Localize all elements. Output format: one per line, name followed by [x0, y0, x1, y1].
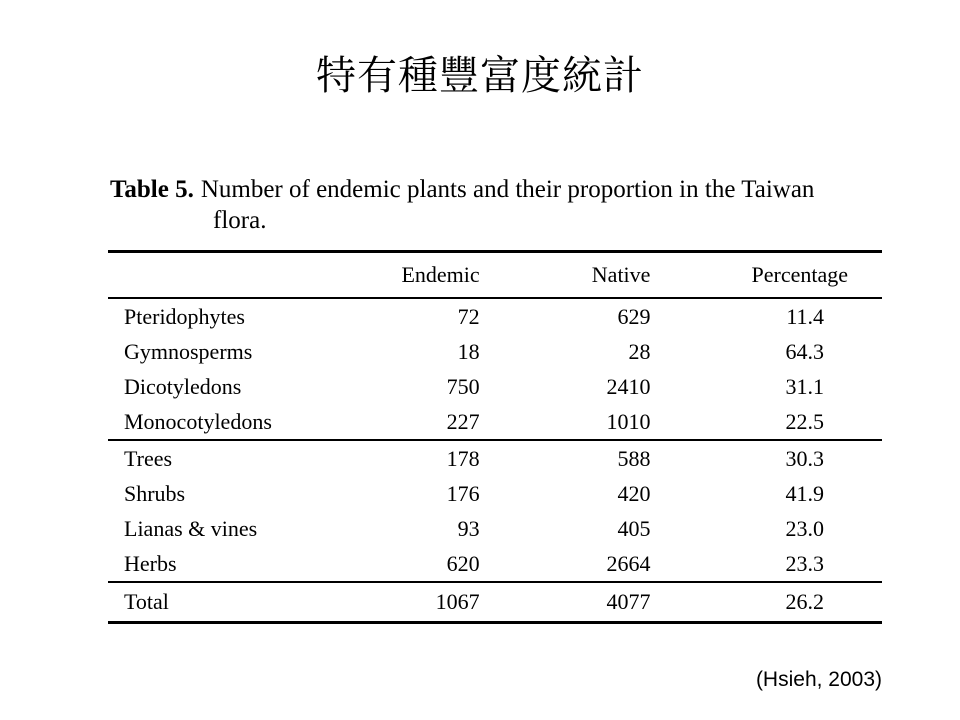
- total-percentage: 26.2: [785, 589, 824, 614]
- row-name: Pteridophytes: [124, 303, 245, 329]
- row-native: 405: [617, 515, 651, 541]
- caption-text-line2: flora.: [213, 207, 267, 234]
- source-citation: (Hsieh, 2003): [755, 668, 882, 691]
- table-row: [108, 369, 882, 404]
- table-caption: [110, 174, 890, 236]
- table-row: [108, 440, 882, 476]
- header-native: Native: [591, 262, 651, 287]
- row-percentage: 41.9: [785, 480, 824, 506]
- row-endemic: 176: [446, 480, 480, 506]
- table-row: [108, 298, 882, 334]
- row-name: Herbs: [124, 550, 177, 576]
- row-native: 420: [617, 480, 651, 506]
- header-endemic: Endemic: [401, 262, 480, 287]
- caption-text-line1: Number of endemic plants and their proportion in the Taiwan: [200, 176, 815, 203]
- table-header-row: [108, 252, 882, 299]
- row-name: Shrubs: [124, 480, 186, 506]
- row-percentage: 30.3: [785, 445, 824, 471]
- table-row: [108, 476, 882, 511]
- row-endemic: 227: [446, 408, 480, 434]
- total-endemic: 1067: [435, 589, 480, 614]
- row-percentage: 23.0: [785, 515, 824, 541]
- row-endemic: 18: [457, 338, 480, 364]
- row-endemic: 93: [457, 515, 480, 541]
- total-native: 4077: [606, 589, 651, 614]
- endemic-plants-table: [108, 250, 882, 624]
- table-total-row: [108, 582, 882, 623]
- row-name: Dicotyledons: [124, 373, 242, 399]
- row-native: 629: [617, 303, 651, 329]
- row-endemic: 620: [446, 550, 480, 576]
- row-native: 588: [617, 445, 651, 471]
- row-percentage: 23.3: [785, 550, 824, 576]
- table-row: [108, 334, 882, 369]
- row-name: Lianas & vines: [124, 515, 258, 541]
- row-percentage: 64.3: [785, 338, 824, 364]
- total-name: Total: [124, 589, 169, 614]
- caption-label: Table 5.: [110, 176, 194, 203]
- row-percentage: 22.5: [785, 408, 824, 434]
- row-native: 2664: [606, 550, 651, 576]
- row-native: 28: [628, 338, 651, 364]
- table-row: [108, 546, 882, 582]
- table-row: [108, 404, 882, 440]
- table-row: [108, 511, 882, 546]
- row-name: Monocotyledons: [124, 408, 272, 434]
- row-native: 2410: [606, 373, 651, 399]
- row-name: Trees: [124, 445, 173, 471]
- row-endemic: 178: [446, 445, 480, 471]
- row-name: Gymnosperms: [124, 338, 253, 364]
- row-percentage: 31.1: [785, 373, 824, 399]
- slide-title: 特有種豐富度統計: [316, 53, 644, 99]
- row-percentage: 11.4: [786, 303, 824, 329]
- header-category: [108, 252, 368, 299]
- row-native: 1010: [606, 408, 651, 434]
- row-endemic: 72: [457, 303, 480, 329]
- row-endemic: 750: [446, 373, 480, 399]
- header-percentage: Percentage: [751, 262, 848, 287]
